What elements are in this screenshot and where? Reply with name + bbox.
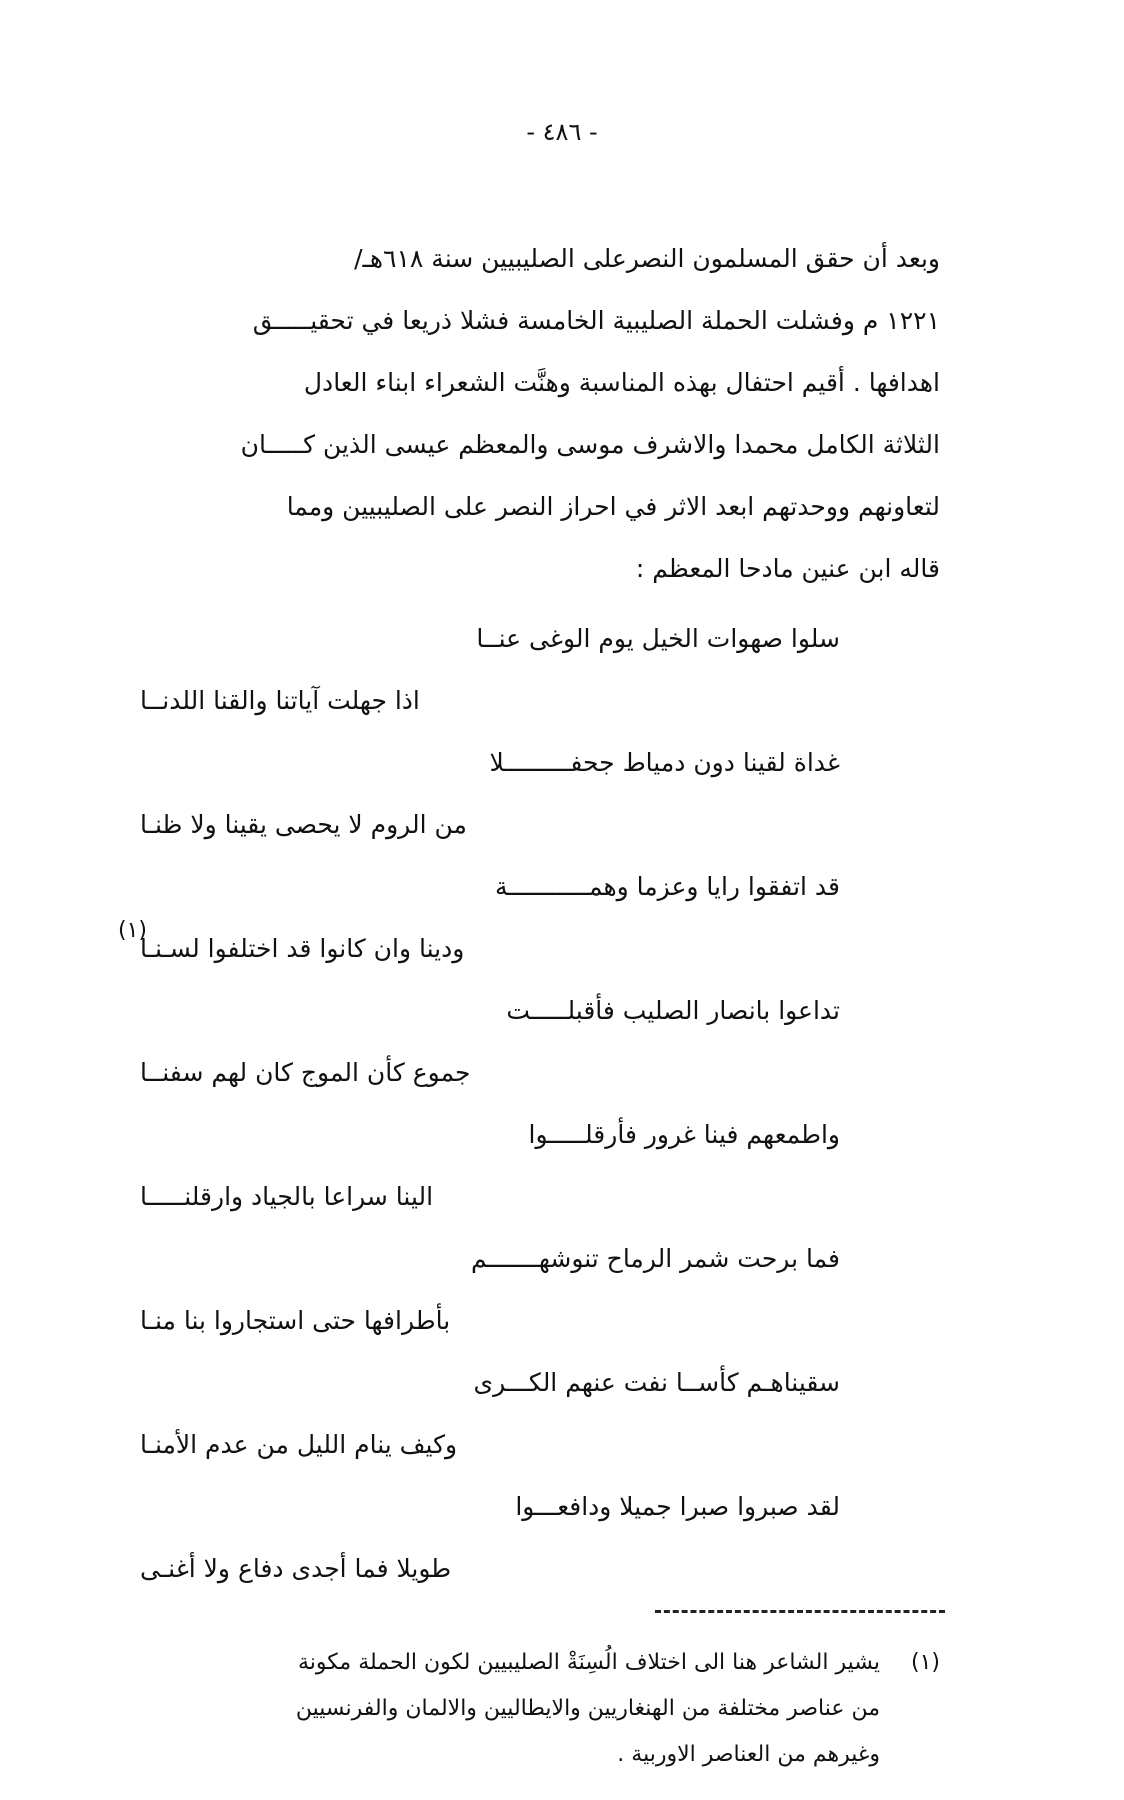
poem (140, 608, 840, 1600)
verse-line: الينا سراعا بالجياد وارقلنـــــا (140, 1182, 434, 1211)
prose-line: وبعد أن حقق المسلمون النصرعلى الصليبيين سنة ٦١٨هـ/ (354, 244, 940, 273)
verse-line: ودينا وان كانوا قد اختلفوا لسـنـا (140, 934, 465, 963)
verse-line: تداعوا بانصار الصليب فأقبلـــــت (506, 996, 840, 1025)
verse-line: قد اتفقوا رايا وعزما وهمـــــــــــة (495, 872, 840, 901)
verse-line: لقد صبروا صبرا جميلا ودافعـــوا (515, 1492, 840, 1521)
prose-line: اهدافها . أقيم احتفال بهذه المناسبة وهنَّت الشعراء ابناء العادل (303, 368, 940, 397)
footnote-line: وغيرهم من العناصر الاوربية . (617, 1742, 880, 1767)
verse-line: بأطرافها حتى استجاروا بنا منـا (140, 1306, 451, 1335)
footnote (130, 1640, 940, 1778)
footnote-separator (655, 1610, 945, 1613)
footnote-reference-marker: (١) (118, 918, 148, 943)
verse-line: وكيف ينام الليل من عدم الأمنـا (140, 1430, 458, 1459)
prose-line: ١٢٢١ م وفشلت الحملة الصليبية الخامسة فشلا ذريعا في تحقيـــــق (252, 306, 940, 335)
verse-line: فما برحت شمر الرماح تنوشهـــــــم (470, 1244, 840, 1273)
footnote-line: من عناصر مختلفة من الهنغاريين والايطاليين والالمان والفرنسيين (295, 1696, 880, 1721)
verse-line: سلوا صهوات الخيل يوم الوغى عنــا (476, 624, 840, 653)
verse-line: غداة لقينا دون دمياط جحفـــــــــلا (489, 748, 840, 777)
footnote-number: (١) (910, 1650, 940, 1675)
verse-line: سقيناهـم كأســا نفت عنهم الكـــرى (473, 1368, 840, 1397)
verse-line: من الروم لا يحصى يقينا ولا ظنـا (140, 810, 467, 839)
prose-paragraph (140, 228, 940, 600)
verse-line: واطمعهم فينا غرور فأرقلـــــوا (528, 1120, 840, 1149)
page-number: - ٤٨٦ - (526, 118, 598, 146)
verse-line: اذا جهلت آياتنا والقنا اللدنــا (140, 686, 420, 715)
verse-line: طويلا فما أجدى دفاع ولا أغنـى (140, 1554, 452, 1583)
footnote-line: (١) يشير الشاعر هنا الى اختلاف الُسِنَةْ الصليبيين لكون الحملة مكونة (130, 1640, 940, 1686)
prose-line: الثلاثة الكامل محمدا والاشرف موسى والمعظم عيسى الذين كـــــان (240, 430, 940, 459)
prose-line: قاله ابن عنين مادحا المعظم : (635, 554, 940, 583)
verse-line: جموع كأن الموج كان لهم سفنــا (140, 1058, 471, 1087)
prose-line: لتعاونهم ووحدتهم ابعد الاثر في احراز النصر على الصليبيين ومما (286, 492, 940, 521)
